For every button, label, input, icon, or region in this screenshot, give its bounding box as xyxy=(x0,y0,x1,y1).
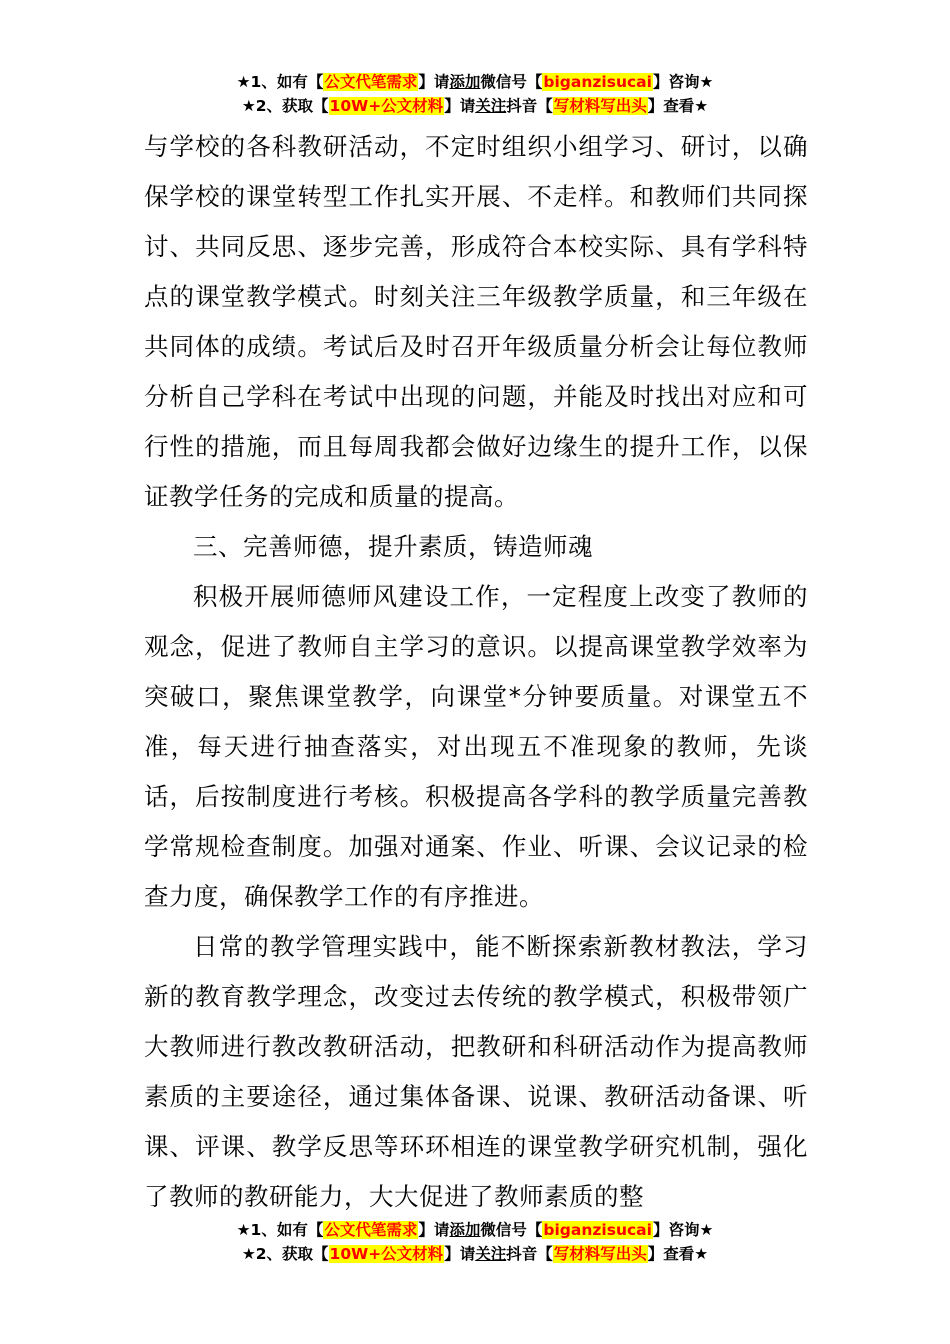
banner-emphasis: 关注 xyxy=(475,1245,507,1263)
banner-text: 】请 xyxy=(418,73,450,91)
banner-text: 】查看★ xyxy=(647,97,709,115)
footer-banner-line-1 xyxy=(0,1218,950,1242)
highlight-wechat-id: biganzisucai xyxy=(543,73,652,91)
banner-emphasis: 添加 xyxy=(449,1221,481,1239)
header-banner xyxy=(0,70,950,118)
highlight-wechat-id: biganzisucai xyxy=(543,1221,652,1239)
banner-text: ★1、如有【 xyxy=(236,1221,324,1239)
highlight-douyin-id: 写材料写出头 xyxy=(553,1245,647,1263)
banner-emphasis: 添加 xyxy=(449,73,481,91)
header-banner-line-2 xyxy=(0,94,950,118)
banner-text: 抖音【 xyxy=(506,1245,553,1263)
paragraph-continuation: 与学校的各科教研活动，不定时组织小组学习、研讨，以确保学校的课堂转型工作扎实开展、不走样。和教师们共同探讨、共同反思、逐步完善，形成符合本校实际、具有学科特点的课堂教学模式。时刻关注三年级教学质量，和三年级在共同体的成绩。考试后及时召开年级质量分析会让每位教师分析自己学科在考试中出现的问题，并能及时找出对应和可行性的措施，而且每周我都会做好边缘生的提升工作，以保证教学任务的完成和质量的提高。 xyxy=(144,132,808,511)
banner-text: 】请 xyxy=(444,97,476,115)
banner-text: 】查看★ xyxy=(647,1245,709,1263)
banner-text: ★1、如有【 xyxy=(236,73,324,91)
banner-text: 抖音【 xyxy=(506,97,553,115)
paragraph: 积极开展师德师风建设工作，一定程度上改变了教师的观念，促进了教师自主学习的意识。以提高课堂教学效率为突破口，聚焦课堂教学，向课堂*分钟要质量。对课堂五不准，每天进行抽查落实，对出现五不准现象的教师，先谈话，后按制度进行考核。积极提高各学科的教学质量完善教学常规检查制度。加强对通案、作业、听课、会议记录的检查力度，确保教学工作的有序推进。 xyxy=(144,582,808,911)
banner-text: 】咨询★ xyxy=(652,73,714,91)
document-body xyxy=(144,122,808,1222)
footer-banner xyxy=(0,1218,950,1266)
banner-text: ★2、获取【 xyxy=(241,1245,329,1263)
highlight-materials: 10W+公文材料 xyxy=(329,1245,444,1263)
highlight-douyin-id: 写材料写出头 xyxy=(553,97,647,115)
highlight-materials: 10W+公文材料 xyxy=(329,97,444,115)
banner-text: 微信号【 xyxy=(480,73,543,91)
footer-banner-line-2 xyxy=(0,1242,950,1266)
banner-text: 】咨询★ xyxy=(652,1221,714,1239)
header-banner-line-1 xyxy=(0,70,950,94)
paragraph: 日常的教学管理实践中，能不断探索新教材教法，学习新的教育教学理念，改变过去传统的教学模式，积极带领广大教师进行教改教研活动，把教研和科研活动作为提高教师素质的主要途径，通过集体备课、说课、教研活动备课、听课、评课、教学反思等环环相连的课堂教学研究机制，强化了教师的教研能力，大大促进了教师素质的整 xyxy=(144,932,808,1211)
banner-text: 】请 xyxy=(418,1221,450,1239)
banner-text: 】请 xyxy=(444,1245,476,1263)
section-heading: 三、完善师德，提升素质，铸造师魂 xyxy=(193,532,593,561)
banner-emphasis: 关注 xyxy=(475,97,507,115)
banner-text: 微信号【 xyxy=(480,1221,543,1239)
banner-text: ★2、获取【 xyxy=(241,97,329,115)
highlight-service: 公文代笔需求 xyxy=(324,1221,418,1239)
highlight-service: 公文代笔需求 xyxy=(324,73,418,91)
